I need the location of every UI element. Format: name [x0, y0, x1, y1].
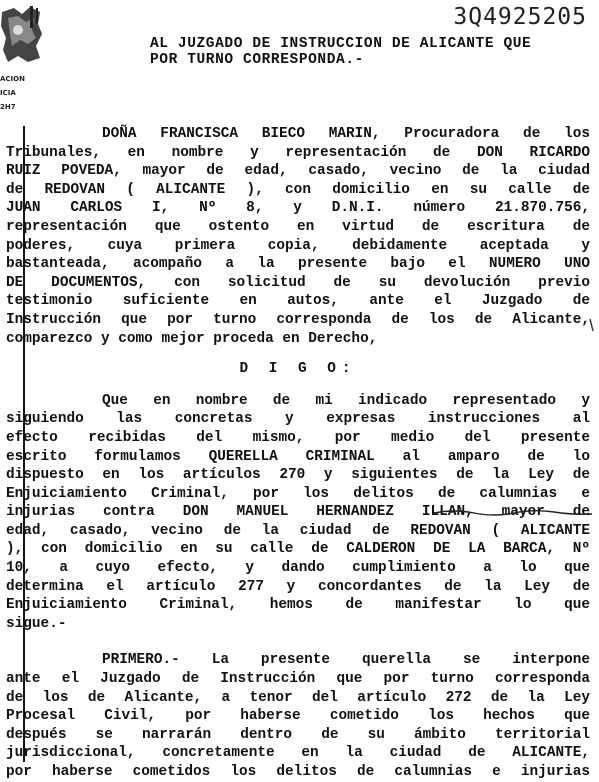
text-line: ), con domicilio en su calle de CALDERON DE LA BARCA, Nº	[6, 541, 590, 558]
text-line: ante el Juzgado de Instrucción que por turno corresponda	[6, 671, 590, 688]
text-line: después se narrarán dentro de su ámbito territorial	[6, 726, 590, 743]
text-line: comparezco y como mejor proceda en Derecho,	[6, 330, 378, 347]
text-line: escrito formulamos QUERELLA CRIMINAL al amparo de lo	[6, 448, 590, 465]
text-line: Tribunales, en nombre y representación de DON RICARDO	[6, 144, 590, 161]
text-line: Que en nombre de mi indicado representado y	[102, 392, 590, 409]
text-line: Enjuiciamiento Criminal, por los delitos de calumnias e	[6, 485, 590, 502]
text-line: sigue.-	[6, 615, 67, 632]
text-line: poderes, cuya primera copia, debidamente aceptada y	[6, 237, 590, 254]
text-line: efecto recibidas del mismo, por medio del presente	[6, 429, 590, 446]
text-line: edad, casado, vecino de la ciudad de REDOVAN ( ALICANTE	[6, 522, 590, 539]
seal-strip-line: ICIA	[0, 89, 16, 97]
text-line: siguiendo las concretas y expresas instrucciones al	[6, 411, 590, 428]
text-line: Enjuiciamiento Criminal, hemos de manifestar lo que	[6, 597, 590, 614]
text-line: de los de Alicante, a tenor del artículo 272 de la Ley	[6, 689, 590, 706]
document-body	[6, 125, 590, 782]
seal-strip-text	[0, 72, 44, 114]
text-line: DOÑA FRANCISCA BIECO MARIN, Procuradora de los	[102, 126, 590, 142]
handwritten-underline-icon	[434, 508, 592, 516]
text-line: bastanteada, acompaño a la presente bajo el NUMERO UNO	[6, 256, 590, 273]
text-line: jurisdiccional, concretamente en la ciudad de ALICANTE,	[6, 745, 590, 762]
margin-mark-icon	[588, 318, 596, 332]
document-number: 3Q4925205	[453, 4, 587, 30]
paragraph-gap	[6, 633, 590, 651]
text-line: injurias contra DON MANUEL HERNANDEZ ILLAN, mayor de	[6, 504, 590, 521]
paragraph-intro	[6, 125, 590, 348]
paragraph-primero	[6, 651, 590, 781]
seal-strip-line: ACION	[0, 75, 25, 83]
court-heading: AL JUZGADO DE INSTRUCCION DE ALICANTE QUE POR TURNO CORRESPONDA.-	[150, 36, 532, 68]
text-line: Procesal Civil, por haberse cometido los hechos que	[6, 708, 590, 725]
text-line: dispuesto en los artículos 270 y siguientes de la Ley de	[6, 467, 590, 484]
seal-strip-line: 2H7	[0, 103, 16, 111]
text-line: de REDOVAN ( ALICANTE ), con domicilio en su calle de	[6, 181, 590, 198]
text-line: representación que ostento en virtud de escritura de	[6, 218, 590, 235]
text-line: por haberse cometidos los delitos de calumnias e injurias	[6, 764, 590, 780]
text-line: 10, a cuyo efecto, y dando cumplimiento a lo que	[6, 560, 590, 577]
text-line: DE DOCUMENTOS, con solicitud de su devolución previo	[6, 274, 590, 291]
digo-heading: D I G O:	[239, 361, 357, 378]
text-line: PRIMERO.- La presente querella se interpone	[102, 652, 590, 669]
official-seal-icon	[0, 4, 44, 66]
text-line: testimonio suficiente en autos, ante el Juzgado de	[6, 293, 590, 310]
text-line: determina el artículo 277 y concordantes de la Ley de	[6, 578, 590, 595]
text-line: Instrucción que por turno corresponda de los de Alicante,	[6, 311, 590, 328]
text-line: JUAN CARLOS I, Nº 8, y D.N.I. número 21.870.756,	[6, 200, 590, 217]
text-line: RUIZ POVEDA, mayor de edad, casado, vecino de la ciudad	[6, 163, 590, 180]
